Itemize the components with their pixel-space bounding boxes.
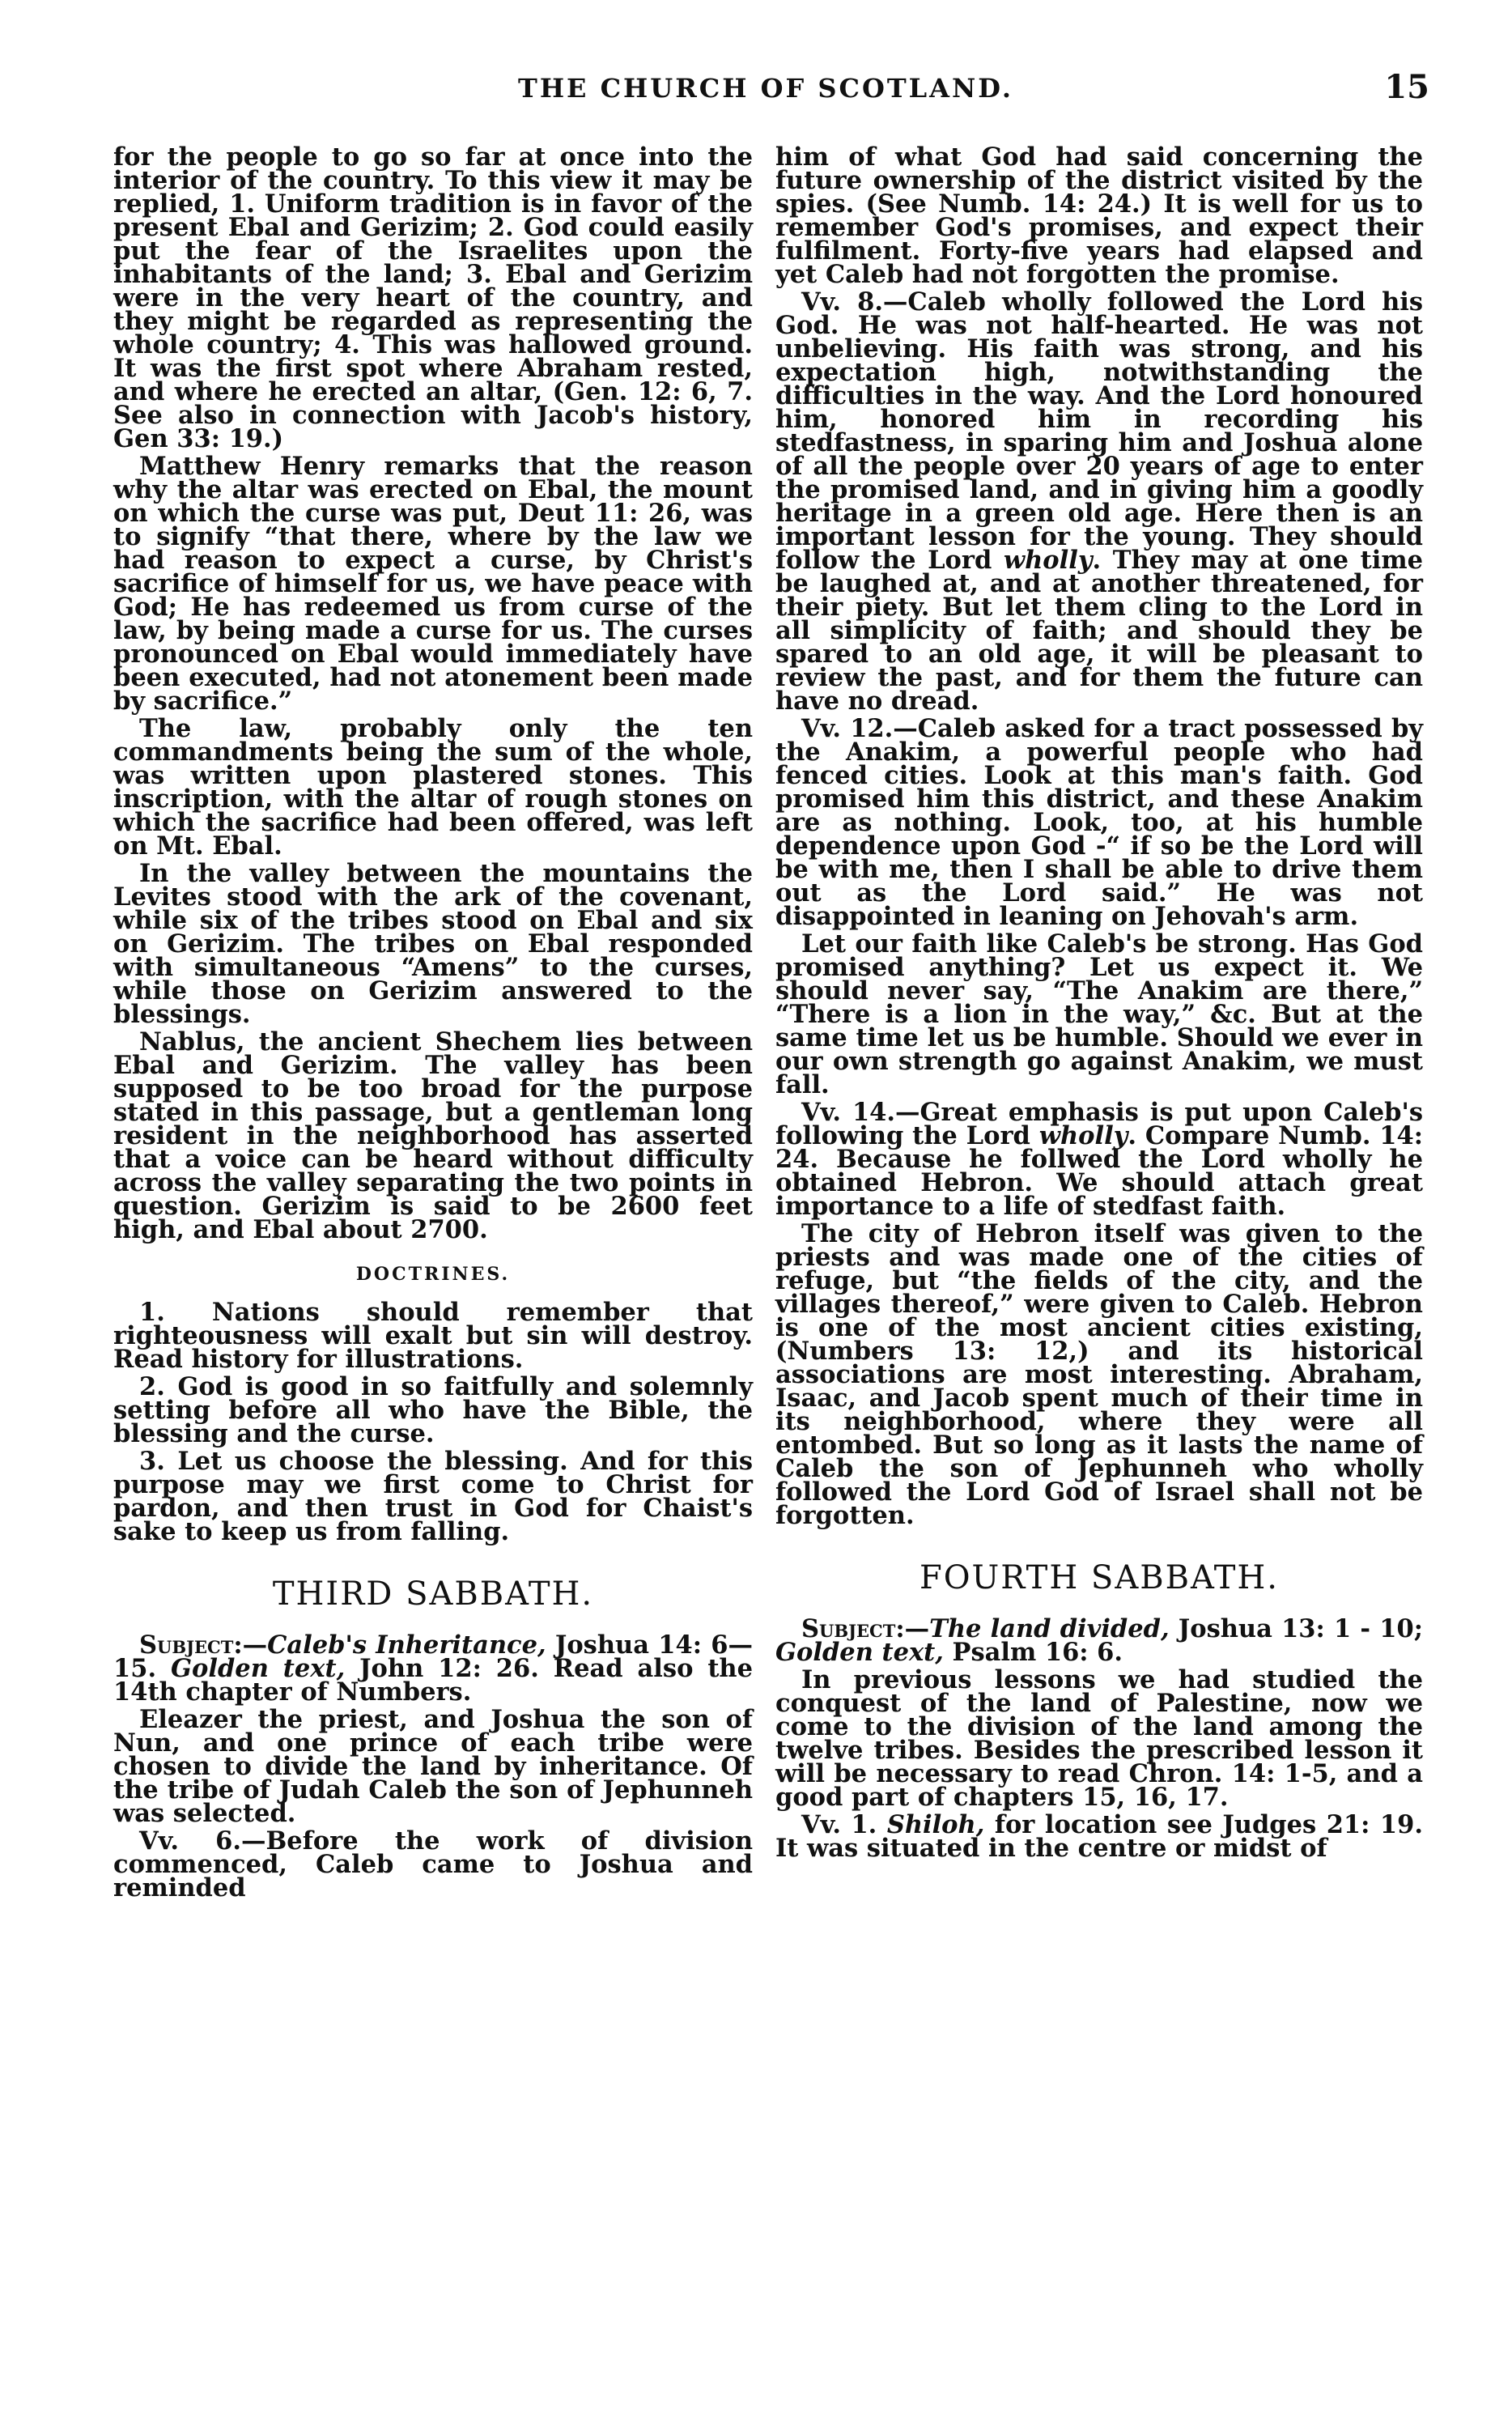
paragraph: The law, probably only the ten commandments being the sum of the whole, was written upon plastered stones. This inscription, with the altar of rough stones on which the sacrifice had been offered, was left on Mt. Ebal. xyxy=(113,714,753,861)
running-head xyxy=(0,57,1512,113)
paragraph-text: Vv. 14.—Great emphasis is put upon Caleb's following the Lord xyxy=(775,1098,1423,1150)
doctrine-item: 2. God is good in so faitfully and solemnly setting before all who have the Bible, the blessing and the curse. xyxy=(113,1372,753,1448)
subject-reference: Joshua 14: 6—15. xyxy=(113,1630,753,1683)
running-title: THE CHURCH OF SCOTLAND. xyxy=(518,73,1013,104)
paragraph-text: for location see Judges 21: 19. It was situated in the centre or midst of xyxy=(775,1810,1423,1863)
section-heading-third-sabbath: THIRD SABBATH. xyxy=(272,1575,594,1613)
emphasis-shiloh: Shiloh, xyxy=(886,1810,985,1839)
paragraph: Vv. 6.—Before the work of division commenced, Caleb came to Joshua and reminded xyxy=(113,1826,753,1902)
paragraph: for the people to go so far at once into the interior of the country. To this view it may be replied, 1. Uniform tradition is in favor of the present Ebal and Gerizim; 2. God could easily put the fear of the Israelites upon the inhabitants of the land; 3. Ebal and Gerizim were in the very heart of the country, and they might be regarded as representing the whole country; 4. This was hallowed ground. It was the first spot where Abraham rested, and where he erected an altar, (Gen. 12: 6, 7. See also in connection with Jacob's history, Gen 33: 19.) xyxy=(113,142,753,453)
paragraph: In previous lessons we had studied the conquest of the land of Palestine, now we come to the division of the land among the twelve tribes. Besides the prescribed lesson it will be necessary to read Chron. 14: 1-5, and a good part of chapters 15, 16, 17. xyxy=(775,1665,1423,1812)
golden-text-label: Golden text, xyxy=(775,1638,944,1667)
right-column xyxy=(775,142,1424,1864)
subject-line xyxy=(113,1630,754,1707)
doctrine-item: 3. Let us choose the blessing. And for this purpose may we first come to Christ for pardon, and then trust in God for Chaist's sake to keep us from falling. xyxy=(113,1447,753,1546)
subject-label: Subject:— xyxy=(139,1630,268,1660)
subject-title: Caleb's Inheritance, xyxy=(267,1630,546,1660)
left-column xyxy=(113,142,754,1904)
paragraph xyxy=(775,287,1424,716)
paragraph: Let our faith like Caleb's be strong. Has God promised anything? Let us expect it. We should never say, “The Anakim are there,” “There is a lion in the way,” &c. But at the same time let us be humble. Should we ever in our own strength go against Anakim, we must fall. xyxy=(775,929,1423,1099)
subject-line xyxy=(775,1614,1423,1667)
paragraph: Matthew Henry remarks that the reason why the altar was erected on Ebal, the mount on which the curse was put, Deut 11: 26, was to signify “that there, where by the law we had reason to expect a curse, by Christ's sacrifice of himself for us, we have peace with God; He has redeemed us from curse of the law, by being made a curse for us. The curses pronounced on Ebal would immediately have been executed, had not atonement been made by sacrifice.” xyxy=(113,452,753,716)
paragraph-text: Vv. 8.—Caleb wholly followed the Lord his God. He was not half-hearted. He was not unbelieving. His faith was strong, and his expectation high, notwithstanding the difficulties in the way. And the Lord honoured him, honored him in recording his stedfastness, in sparing him and Joshua alone of all the people over 20 years of age to enter the promised land, and in giving him a goodly heritage in a green old age. Here then is an important lesson for the young. They should follow the Lord xyxy=(775,287,1423,575)
golden-text-label: Golden text, xyxy=(171,1654,346,1683)
paragraph: In the valley between the mountains the Levites stood with the ark of the covenant, while six of the tribes stood on Ebal and six on Gerizim. The tribes on Ebal responded with simultaneous “Amens” to the curses, while those on Gerizim answered to the blessings. xyxy=(113,859,753,1029)
paragraph-text: . They may at one time be laughed at, and at another threatened, for their piety. But let them cling to the Lord in all simplicity of faith; and should they be spared to an old age, it will be pleasant to review the past, and for them the future can have no dread. xyxy=(775,546,1424,716)
paragraph-text: Vv. 1. xyxy=(801,1810,877,1839)
paragraph: him of what God had said concerning the future ownership of the district visited by the spies. (See Numb. 14: 24.) It is well for us to remember God's promises, and expect their fulfilment. Forty-five years had elapsed and yet Caleb had not forgotten the promise. xyxy=(775,142,1423,289)
subject-label: Subject:— xyxy=(801,1614,930,1643)
paragraph: Nablus, the ancient Shechem lies between Ebal and Gerizim. The valley has been supposed to be too broad for the purpose stated in this passage, but a gentleman long resident in the neighborhood has asserted that a voice can be heard without difficulty across the valley separating the two points in question. Gerizim is said to be 2600 feet high, and Ebal about 2700. xyxy=(113,1027,753,1244)
subject-rest: John 12: 26. Read also the 14th chapter of Numbers. xyxy=(113,1654,754,1707)
paragraph: Vv. 12.—Caleb asked for a tract possessed by the Anakim, a powerful people who had fenced cities. Look at this man's faith. God promised him this district, and these Anakim are as nothing. Look, too, at his humble dependence upon God -“ if so be the Lord will be with me, then I shall be able to drive them out as the Lord said.” He was not disappointed in leaning on Jehovah's arm. xyxy=(775,714,1423,931)
subject-reference: Joshua 13: 1 - 10; xyxy=(1169,1614,1423,1643)
emphasis-wholly: wholly xyxy=(1003,546,1093,575)
doctrine-item: 1. Nations should remember that righteousness will exalt but sin will destroy. Read history for illustrations. xyxy=(113,1298,753,1374)
page-number: 15 xyxy=(1384,68,1429,106)
paragraph-text: . Compare Numb. 14: 24. Because he follwed the Lord wholly he obtained Hebron. We should attach great importance to a life of stedfast faith. xyxy=(775,1121,1423,1221)
paragraph: The city of Hebron itself was given to the priests and was made one of the cities of refuge, but “the fields of the city, and the villages thereof,” were given to Caleb. Hebron is one of the most ancient cities existing, (Numbers 13: 12,) and its historical associations are most interesting. Abraham, Isaac, and Jacob spent much of their time in its neighborhood, where they were all entombed. But so long as it lasts the name of Caleb the son of Jephunneh who wholly followed the Lord God of Israel shall not be forgotten. xyxy=(775,1219,1423,1530)
paragraph xyxy=(775,1098,1423,1221)
emphasis-wholly: wholly xyxy=(1038,1121,1128,1150)
paragraph xyxy=(775,1810,1423,1863)
subject-title: The land divided, xyxy=(929,1614,1170,1643)
subject-rest: Psalm 16: 6. xyxy=(943,1638,1123,1667)
section-heading-fourth-sabbath: FOURTH SABBATH. xyxy=(919,1559,1279,1596)
doctrines-heading: DOCTRINES. xyxy=(355,1264,511,1285)
paragraph: Eleazer the priest, and Joshua the son of Nun, and one prince of each tribe were chosen to divide the land by inheritance. Of the tribe of Judah Caleb the son of Jephunneh was selected. xyxy=(113,1705,753,1828)
